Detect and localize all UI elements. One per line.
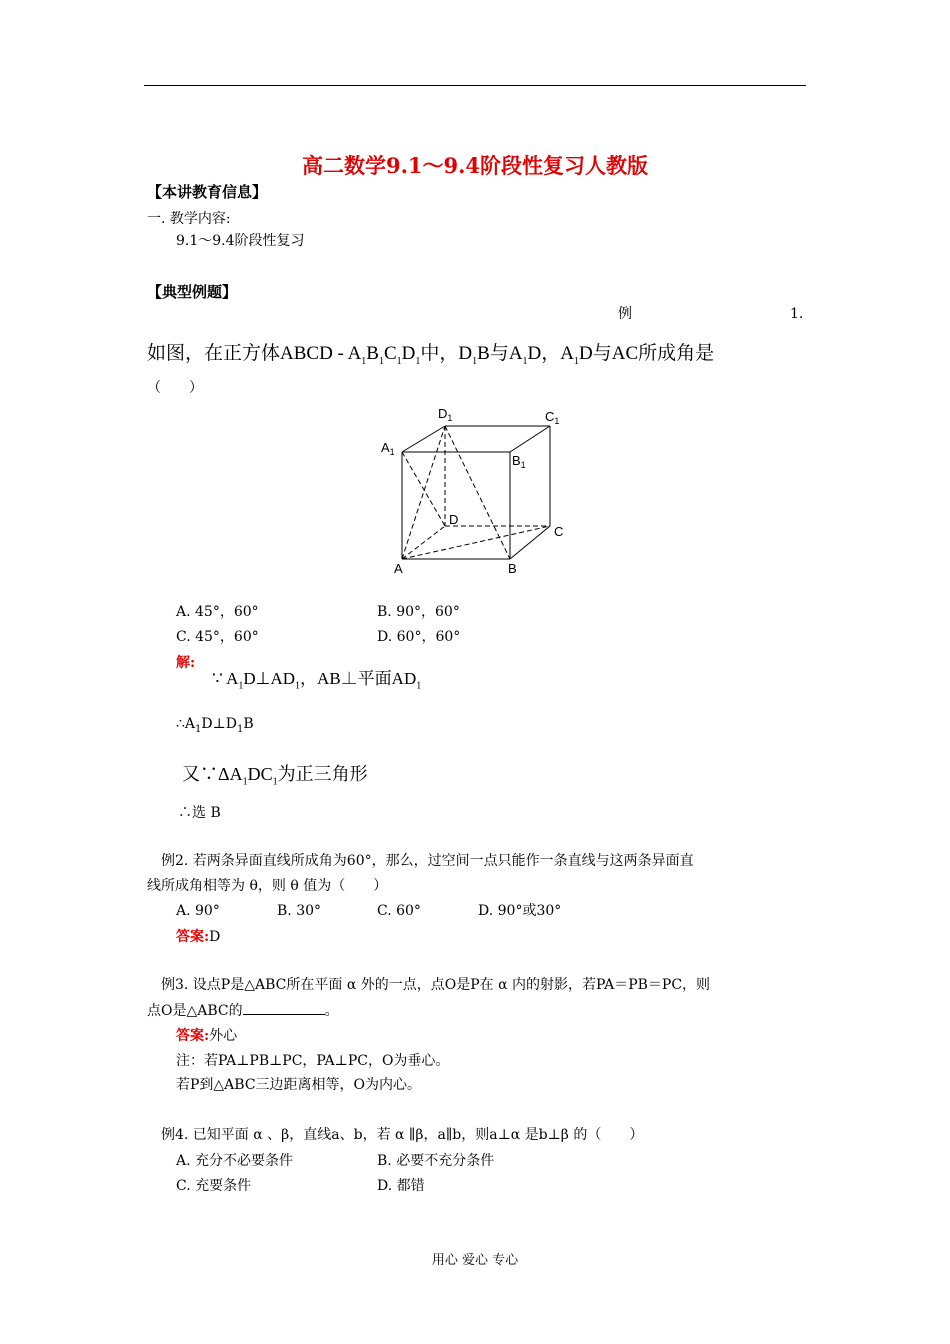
ex4-choice-c: C. 充要条件	[176, 1178, 252, 1194]
ex1-solution-line4: ∴选 B	[178, 805, 221, 821]
ex1-number: 1.	[790, 306, 804, 322]
edge-ad	[402, 526, 445, 559]
diag-a1d	[402, 452, 445, 526]
label-c: C	[554, 524, 564, 539]
examples-heading: 【典型例题】	[147, 283, 238, 301]
label-d: D	[449, 512, 459, 527]
diag-d1b	[445, 426, 510, 559]
ex2-line1: 例2. 若两条异面直线所成角为60°，那么，过空间一点只能作一条直线与这两条异面直	[161, 853, 694, 869]
ex1-choice-a: A. 45°，60°	[176, 604, 259, 620]
ex1-choice-b: B. 90°，60°	[377, 604, 460, 620]
header-rule	[144, 85, 806, 86]
ex1-question: 如图，在正方体ABCD - $A_1B_1C_1D_1$中，$D_1B$与$A_1D$，$A_1D$与AC所成角是	[147, 343, 715, 367]
ex4-line1: 例4. 已知平面 α 、β，直线a、b，若 α ∥β，a∥b，则a⊥α 是b⊥β 的（ ）	[161, 1127, 644, 1143]
ex1-label: 例	[618, 306, 632, 322]
ex1-solution-line1: ∵ $A_1D\perp AD_1$，AB⊥平面$AD_1$	[212, 669, 422, 692]
label-a: A	[394, 561, 403, 576]
content-value: 9.1～9.4阶段性复习	[176, 233, 305, 249]
label-b: B	[508, 561, 517, 576]
ex3-line1: 例3. 设点P是△ABC所在平面 α 外的一点，点O是P在 α 内的射影，若PA＝PB＝PC，则	[161, 977, 711, 993]
label-c1: $C_1$	[545, 409, 560, 426]
edge-b1c1	[510, 426, 550, 452]
ex4-choice-a: A. 充分不必要条件	[176, 1153, 294, 1169]
ex3-blank	[243, 1002, 325, 1015]
ex1-choice-c: C. 45°，60°	[176, 629, 259, 645]
label-b1: $B_1$	[512, 453, 526, 470]
cube-figure	[370, 402, 580, 577]
ex4-choice-b: B. 必要不充分条件	[377, 1153, 495, 1169]
ex2-line2: 线所成角相等为 θ，则 θ 值为（ ）	[147, 878, 388, 894]
ex2-answer: 答案:D	[176, 929, 221, 945]
ex2-choice-c: C. 60°	[377, 903, 421, 919]
ex1-choice-d: D. 60°，60°	[377, 629, 461, 645]
info-heading: 【本讲教育信息】	[147, 183, 268, 201]
label-a1: $A_1$	[381, 440, 395, 457]
ex1-answer-paren: （ ）	[147, 380, 203, 396]
ex3-note2: 若P到△ABC三边距离相等，O为内心。	[176, 1077, 422, 1093]
page-title: 高二数学9.1～9.4阶段性复习人教版	[301, 153, 649, 178]
ex1-solution-label: 解:	[176, 655, 196, 671]
ex3-line2: 点O是△ABC的 。	[147, 1003, 339, 1019]
ex2-choice-b: B. 30°	[277, 903, 322, 919]
ex3-note1: 注：若PA⊥PB⊥PC，PA⊥PC，O为垂心。	[176, 1053, 450, 1069]
ex1-solution-line2: $\therefore A_1D\perp D_1B$	[176, 716, 254, 735]
ex2-choice-d: D. 90°或30°	[478, 903, 562, 919]
content-label: 一. 教学内容:	[147, 211, 231, 227]
ex1-solution-line3: 又$\because\Delta A_1DC_1$为正三角形	[182, 764, 368, 788]
page-footer: 用心 爱心 专心	[431, 1253, 519, 1268]
edge-a1d1	[402, 426, 445, 452]
ex3-answer: 答案:外心	[176, 1028, 238, 1044]
diag-ad1	[402, 426, 445, 559]
ex4-choice-d: D. 都错	[377, 1178, 425, 1194]
ex2-choice-a: A. 90°	[176, 903, 220, 919]
label-d1: $D_1$	[438, 406, 453, 423]
